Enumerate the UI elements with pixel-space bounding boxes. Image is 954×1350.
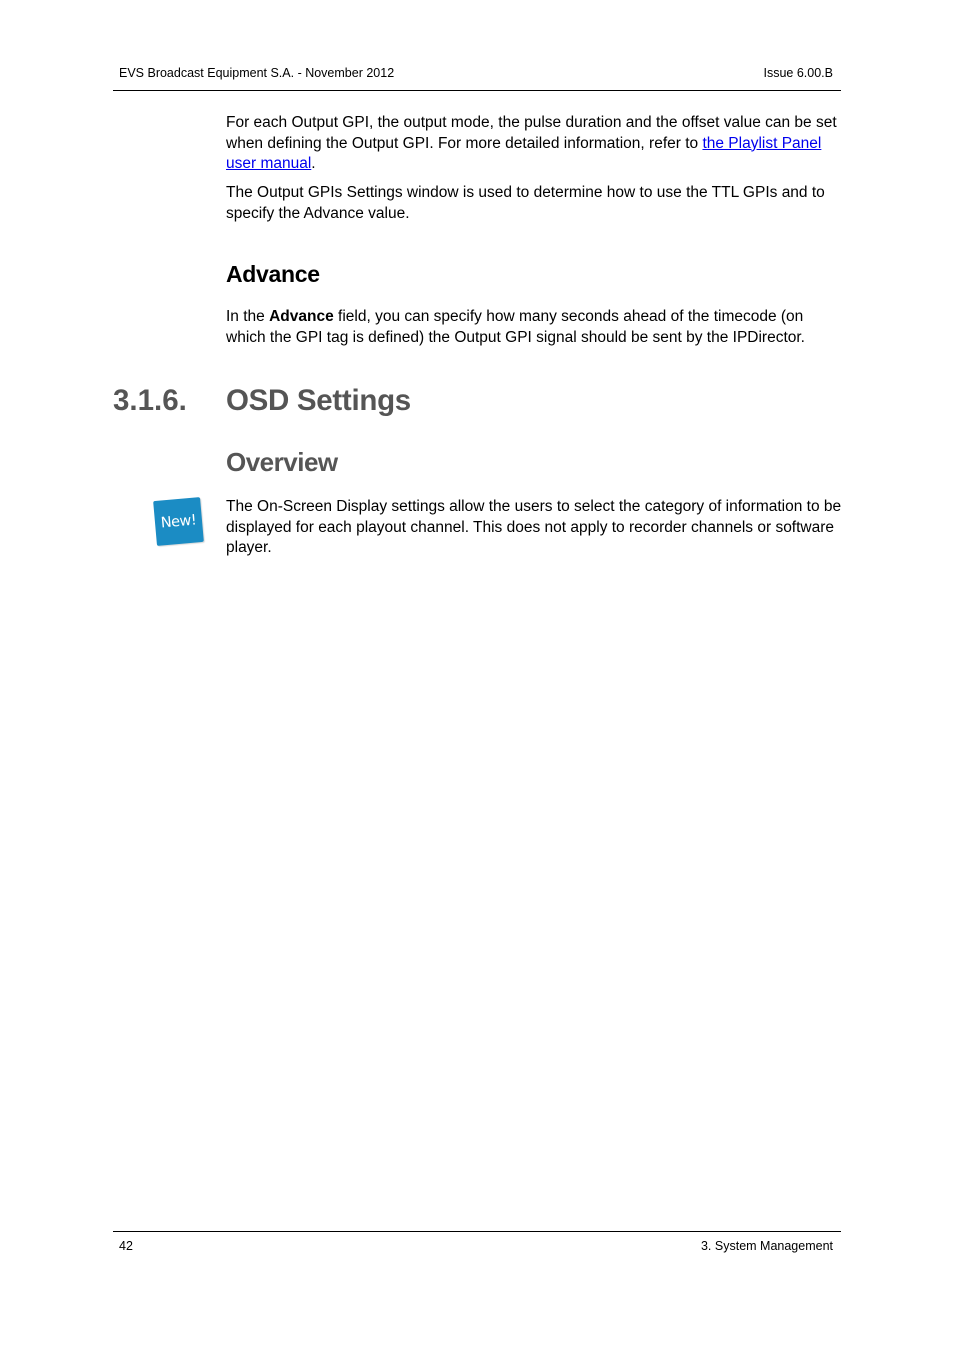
new-badge-label: New! (160, 511, 197, 532)
advance-paragraph (226, 307, 846, 348)
intro-text-end: . (311, 155, 316, 173)
section-number: 3.1.6. (113, 384, 187, 417)
intro-paragraph-1 (226, 113, 846, 175)
header-publisher: EVS Broadcast Equipment S.A. - November 2012 (119, 66, 395, 80)
playlist-panel-manual-link[interactable]: the Playlist Panel user manual (226, 134, 822, 173)
section-title: OSD Settings (226, 384, 411, 417)
intro-text: For each Output GPI, the output mode, the pulse duration and the offset value can be set when defining the Output GPI. For more detailed information, refer to (226, 114, 837, 152)
page-number: 42 (119, 1239, 133, 1253)
overview-paragraph: The On-Screen Display settings allow the users to select the category of information to be displayed for each playout channel. This does not apply to recorder channels or software player. (226, 498, 842, 557)
advance-heading: Advance (226, 261, 320, 287)
overview-heading: Overview (226, 447, 338, 477)
intro-paragraph-2: The Output GPIs Settings window is used to determine how to use the TTL GPIs and to specify the Advance value. (226, 184, 825, 222)
page-footer (113, 1231, 841, 1253)
footer-chapter: 3. System Management (700, 1239, 833, 1253)
header-issue: Issue 6.00.B (763, 66, 833, 80)
advance-text-start: In the (226, 308, 270, 325)
advance-field-name: Advance (269, 308, 334, 325)
page-header (113, 60, 841, 91)
advance-text-end: field, you can specify how many seconds ahead of the timecode (on which the GPI tag is defined) the Output GPI signal should be sent by the IPDirector. (226, 308, 805, 346)
new-badge-icon (153, 497, 204, 546)
